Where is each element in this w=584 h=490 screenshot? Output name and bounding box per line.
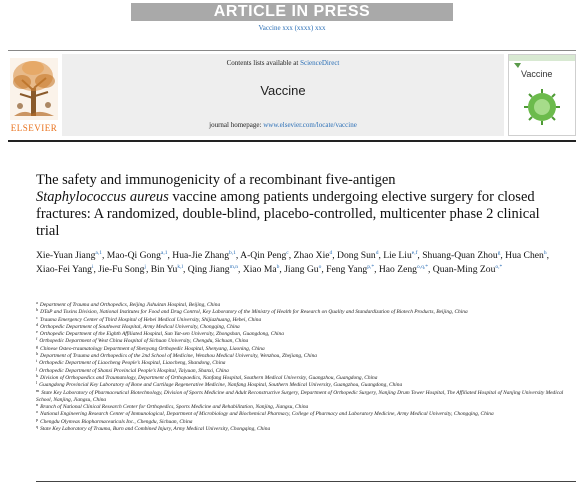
affiliation-key: m <box>36 387 40 393</box>
affiliation-key: k <box>36 372 39 378</box>
author-item <box>383 250 417 261</box>
author-item <box>337 250 378 261</box>
author-affiliation-mark[interactable]: o <box>318 264 322 271</box>
affiliation-item <box>36 426 571 433</box>
affiliation-text: State Key Laboratory of Trauma, Burn and Combined Injury, Army Medical University, Chongqing, China <box>40 426 271 433</box>
author-affiliation-mark[interactable]: m,n <box>229 264 239 271</box>
author-affiliation-mark[interactable]: b,1 <box>229 250 236 256</box>
article-title-part2: vaccine among patients undergoing elective surgery for closed fractures: A randomized, double-blind, placebo-controlled, multicenter phase 2 clinical trial <box>36 189 540 239</box>
front-matter-end-rule <box>36 481 576 482</box>
affiliation-list <box>36 302 571 433</box>
affiliation-text: State Key Laboratory of Pharmaceutical Biotechnology, Division of Sports Medicine and Adult Reconstructive Surgery, Department of Orthopedic Surgery, Nanjing Drum Tower Hospital, The Affiliated Hospital of Nanjing University Medical School, Nanjing, Jiangsu, China <box>36 389 564 403</box>
author-item <box>172 250 236 261</box>
affiliation-text: Division of Orthopaedics and Traumatology, Department of Orthopaedics, Nanfang Hospital, Southern Medical University, Guangzhou, Guangdong, China <box>40 374 378 381</box>
author-item <box>240 250 289 261</box>
author-item <box>188 264 238 275</box>
author-item <box>36 250 102 261</box>
affiliation-item <box>36 411 571 418</box>
author-affiliation-mark[interactable]: d <box>375 250 379 256</box>
article-title-part1: The safety and immunogenicity of a recombinant five-antigen <box>36 172 396 188</box>
affiliation-key: g <box>36 343 39 349</box>
author-affiliation-mark[interactable]: e,f <box>411 250 418 256</box>
homepage-prefix: journal homepage: <box>209 121 264 129</box>
sciencedirect-link[interactable]: ScienceDirect <box>300 59 340 67</box>
affiliation-key: b <box>36 307 39 313</box>
publisher-name: ELSEVIER <box>10 123 58 133</box>
affiliation-item <box>36 343 571 353</box>
affiliation-text: Chengdu Olymvax Biopharmaceuticals Inc., Chengdu, Sichuan, China <box>40 418 193 425</box>
affiliation-key: n <box>36 402 39 408</box>
author-name[interactable]: Hao Zeng <box>378 264 417 276</box>
author-affiliation-mark[interactable]: o,q,* <box>416 264 428 271</box>
affiliation-text: Orthopedic Department of the Eighth Affiliated Hospital, Sun Yat-sen University, Zhongshan, Guangdong, China <box>39 331 284 338</box>
author-name[interactable]: Xiao-Fei Yang <box>36 264 92 276</box>
journal-cover[interactable] <box>508 54 576 136</box>
author-affiliation-mark[interactable]: k,l <box>177 264 183 271</box>
affiliation-key: q <box>36 424 39 430</box>
affiliation-text: Orthopedic Department of Southwest Hospital, Army Medical University, Chongqing, China <box>40 323 240 330</box>
author-item <box>294 250 333 261</box>
affiliation-item <box>36 338 571 345</box>
affiliation-item <box>36 314 571 324</box>
cover-title: Vaccine <box>521 69 553 79</box>
contents-availability <box>62 59 504 67</box>
author-name[interactable]: Feng Yang <box>326 264 368 276</box>
author-name[interactable]: Zhao Xie <box>293 250 330 261</box>
affiliation-key: h <box>36 351 39 357</box>
author-item <box>433 264 503 275</box>
author-item <box>284 264 321 275</box>
affiliation-text: Guangdong Provincial Key Laboratory of Bone and Cartilage Regenerative Medicine, Nanfang Hospital, Southern Medical University, Guangzhou, Guangdong, China <box>39 382 403 389</box>
author-name[interactable]: Xie-Yuan Jiang <box>36 250 96 261</box>
author-name[interactable]: Jiang Gu <box>284 264 319 276</box>
affiliation-text: Branch of National Clinical Research Center for Orthopedics, Sports Medicine and Rehabilitation, Nanjing, Jiangsu, China <box>40 404 309 411</box>
affiliation-text: Orthopedic Department of West China Hospital of Sichuan University, Chengdu, Sichuan, China <box>39 338 249 345</box>
homepage-link[interactable]: www.elsevier.com/locate/vaccine <box>263 121 357 129</box>
affiliation-item <box>36 365 571 375</box>
author-name[interactable]: Mao-Qi Gong <box>106 250 161 261</box>
journal-reference-link[interactable]: Vaccine xxx (xxxx) xxx <box>258 24 326 32</box>
author-name[interactable]: Quan-Ming Zou <box>432 264 496 276</box>
author-name[interactable]: Shuang-Quan Zhou <box>422 250 498 261</box>
author-name[interactable]: Hua-Jie Zhang <box>172 250 230 261</box>
affiliation-key: p <box>36 416 39 422</box>
author-affiliation-mark[interactable]: o,* <box>495 264 503 271</box>
author-name[interactable]: Xiao Ma <box>242 264 277 276</box>
journal-homepage <box>62 121 504 129</box>
affiliation-text: National Engineering Research Center of Immunological, Department of Microbiology and Biochemical Pharmacy, College of Pharmacy and Laboratory Medicine, Army Medical University, Chongqing, China <box>40 411 494 418</box>
author-item <box>422 250 500 261</box>
affiliation-item <box>36 416 571 426</box>
author-item <box>36 264 94 275</box>
affiliation-key: e <box>36 329 38 335</box>
affiliation-item <box>36 382 571 389</box>
author-affiliation-mark[interactable]: j <box>144 264 146 271</box>
vaccine-cover-image-icon <box>509 55 575 135</box>
author-item <box>505 250 546 261</box>
affiliation-text: Chinese Osteo-traumatology Department of Shenyang Orthopedic Hospital, Shenyang, Liaoning, China <box>40 345 265 352</box>
author-affiliation-mark[interactable]: h <box>543 250 547 256</box>
elsevier-tree-icon <box>8 54 60 122</box>
affiliation-key: d <box>36 321 39 327</box>
affiliation-item <box>36 309 571 316</box>
affiliation-key: f <box>36 336 38 342</box>
affiliation-key: c <box>36 314 38 320</box>
author-item <box>326 264 374 275</box>
author-item <box>107 250 168 261</box>
affiliation-text: Orthopedic Department of Liaocheng People’s Hospital, Liaocheng, Shandong, China <box>39 360 226 367</box>
author-name[interactable]: Qing Jiang <box>187 264 230 276</box>
author-item <box>243 264 280 275</box>
author-name[interactable]: A-Qin Peng <box>240 250 287 261</box>
contents-prefix: Contents lists available at <box>226 59 301 67</box>
author-affiliation-mark[interactable]: p,* <box>367 264 375 271</box>
author-affiliation-mark[interactable]: b <box>276 264 280 271</box>
article-in-press-banner: ARTICLE IN PRESS <box>131 3 453 21</box>
author-affiliation-mark[interactable]: g <box>497 250 501 256</box>
journal-title: Vaccine <box>260 83 306 98</box>
author-name[interactable]: Jie-Fu Song <box>98 264 145 276</box>
author-item <box>98 264 146 275</box>
author-name[interactable]: Bin Yu <box>150 264 178 276</box>
author-list: Xie-Yuan Jiang$^{a,1}$, Mao-Qi Gong$^{a,1}$, Hua-Jie Zhang$^{b,1}$, A-Qin Peng$^c$, Zhao Xie$^d$, Dong Sun$^d$, Lie Liu$^{e,f}$, Shuang-Quan Zhou$^g$, Hua Chen$^h$, Xiao-Fei Yang$^i$, Jie-Fu Song$^j$, Bin Yu$^{k,l}$, Qing Jiang$^{m,n}$, Xiao Ma$^b$, Jiang Gu$^o$, Feng Yang$^{p,*}$, Hao Zeng$^{o,q,*}$, Quan-Ming Zou$^{o,*}$ <box>36 250 549 276</box>
affiliation-item <box>36 360 571 367</box>
article-title-species: Staphylococcus aureus <box>36 189 169 205</box>
affiliation-key: o <box>36 409 39 415</box>
affiliation-key: a <box>36 300 38 305</box>
author-name[interactable]: Hua Chen <box>505 250 544 261</box>
affiliation-key: i <box>36 358 38 364</box>
affiliation-text: DTaP and Toxins Division, National Institutes for Food and Drug Control, Key Laboratory of the Ministry of Health for Research on Quality and Standardization of Biotech Products, Beijing, China <box>40 309 468 316</box>
affiliation-key: j <box>36 365 38 371</box>
author-affiliation-mark[interactable]: c <box>286 250 289 256</box>
affiliation-key: l <box>36 380 38 386</box>
header-bottom-rule <box>8 140 576 142</box>
author-affiliation-mark[interactable]: d <box>329 250 333 256</box>
author-name[interactable]: Dong Sun <box>337 250 376 261</box>
header-top-rule <box>8 50 576 51</box>
author-affiliation-mark[interactable]: a,1 <box>95 250 102 256</box>
article-title <box>36 172 566 240</box>
author-name[interactable]: Lie Liu <box>383 250 412 261</box>
author-affiliation-mark[interactable]: i <box>91 264 94 271</box>
affiliation-text: Orthopedic Department of Shanxi Provincial People’s Hospital, Taiyuan, Shanxi, China <box>39 367 229 374</box>
author-item <box>379 264 428 275</box>
affiliation-text: Department of Trauma and Orthopedics, Beijing Jishuitan Hospital, Beijing, China <box>39 302 221 308</box>
affiliation-text: Trauma Emergency Center of Third Hospital of Hebei Medical University, Shijiazhuang, Hebei, China <box>39 316 262 323</box>
author-item <box>151 264 183 275</box>
affiliation-text: Department of Trauma and Orthopedics of the 2nd School of Medicine, Wenzhou Medical University, Wenzhou, Zhejiang, China <box>40 353 317 360</box>
author-affiliation-mark[interactable]: a,1 <box>160 250 168 256</box>
